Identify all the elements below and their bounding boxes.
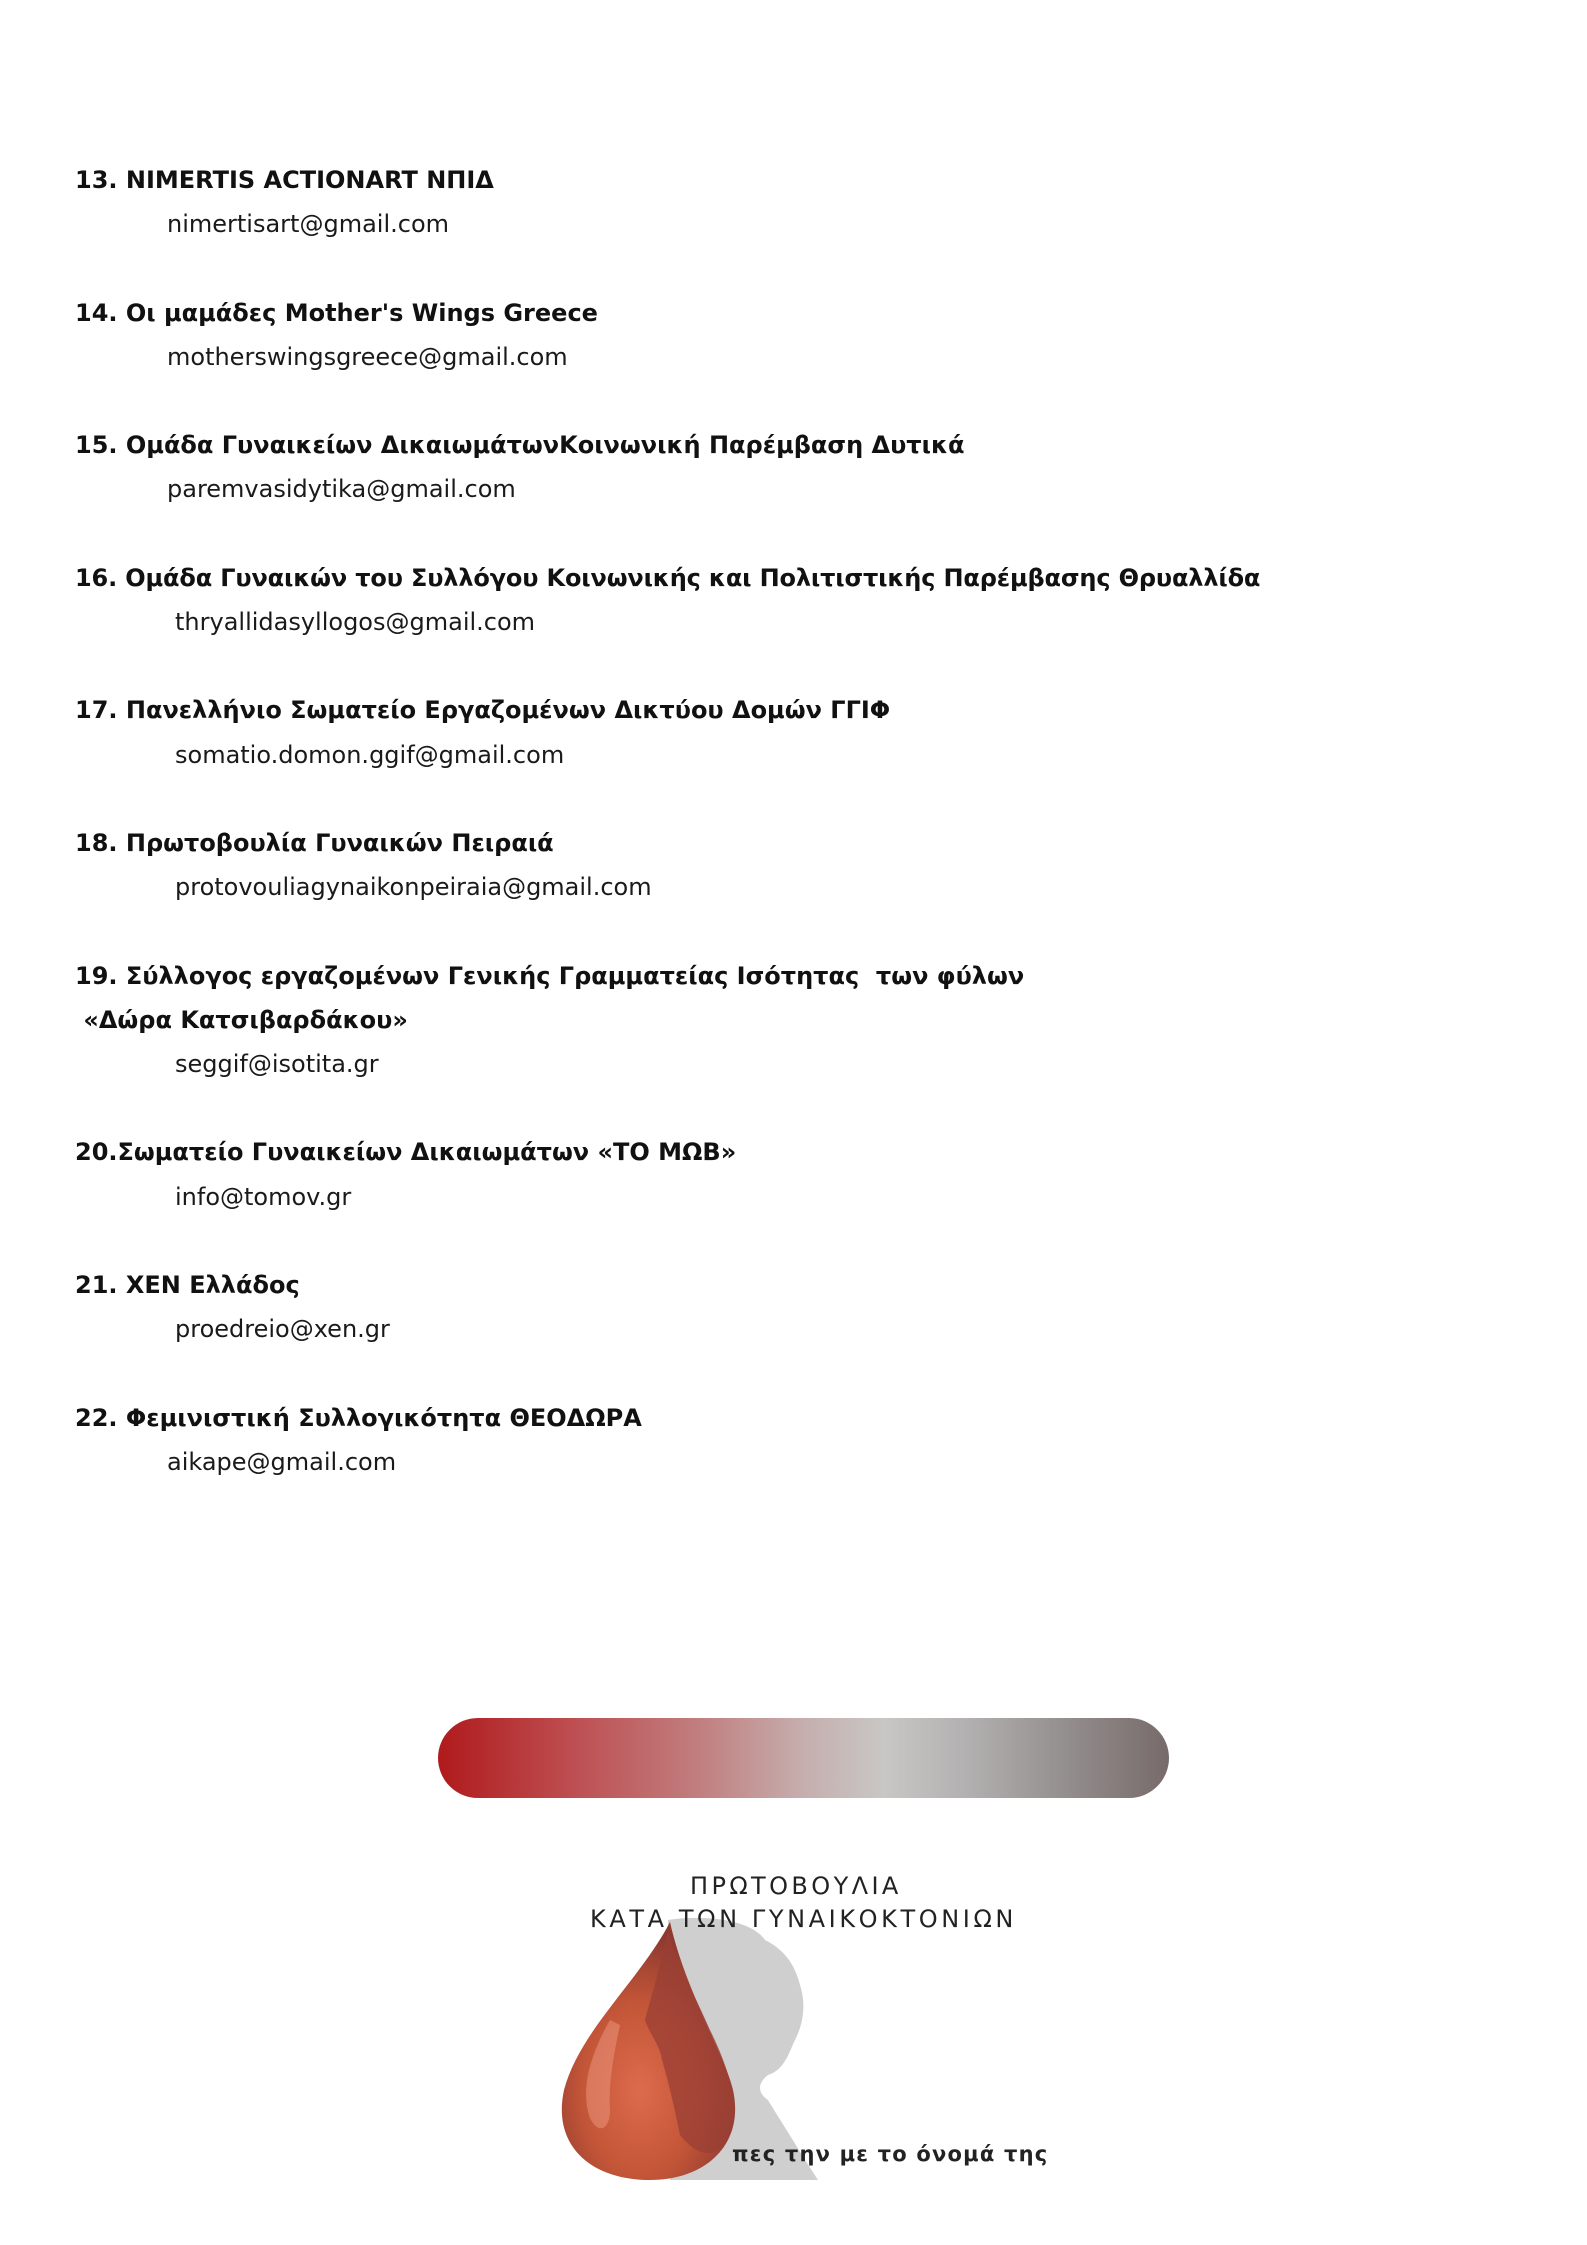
org-name: Πανελλήνιο Σωματείο Εργαζομένων Δικτύου Δομών ΓΓΙΦ [125, 696, 891, 725]
org-title [75, 556, 1565, 600]
decorative-gradient-bar [438, 1718, 1169, 1798]
org-name: Φεμινιστική Συλλογικότητα ΘΕΟΔΩΡΑ [125, 1403, 642, 1432]
org-title [75, 954, 1565, 998]
list-item-14 [75, 291, 1565, 380]
list-item-16 [75, 556, 1565, 645]
list-item-18 [75, 821, 1565, 910]
org-email[interactable]: nimertisart@gmail.com [167, 210, 449, 239]
logo-title-line1: ΠΡΩΤΟΒΟΥΛΙΑ [690, 1872, 902, 1900]
org-title [75, 1396, 1565, 1440]
org-number: 15. [75, 431, 118, 460]
org-email[interactable]: paremvasidytika@gmail.com [167, 475, 516, 504]
org-name: Οι μαμάδες Mother's Wings Greece [125, 298, 598, 327]
org-email[interactable]: thryallidasyllogos@gmail.com [175, 608, 536, 637]
org-name: Σωματείο Γυναικείων Δικαιωμάτων «ΤΟ ΜΩΒ» [117, 1138, 737, 1167]
org-title [75, 423, 1565, 467]
list-item-22 [75, 1396, 1565, 1485]
org-number: 16. [75, 563, 118, 592]
list-item-21 [75, 1263, 1565, 1352]
org-name: Πρωτοβουλία Γυναικών Πειραιά [125, 828, 554, 857]
org-number: 17. [75, 696, 118, 725]
org-number: 14. [75, 298, 118, 327]
org-name: Ομάδα Γυναικείων ΔικαιωμάτωνΚοινωνική Παρέμβαση Δυτικά [125, 431, 965, 460]
org-name: NIMERTIS ACTIONART ΝΠΙΔ [125, 166, 494, 194]
org-title [75, 1263, 1565, 1307]
list-item-13 [75, 158, 1565, 247]
list-item-19 [75, 954, 1565, 1087]
org-number: 19. [75, 961, 118, 990]
org-title [75, 1130, 1565, 1174]
org-email[interactable]: seggif@isotita.gr [175, 1050, 379, 1079]
org-name: XEN Ελλάδος [125, 1271, 300, 1300]
initiative-logo [550, 1860, 1050, 2200]
org-email[interactable]: aikape@gmail.com [167, 1447, 397, 1476]
org-email[interactable]: proedreio@xen.gr [175, 1315, 390, 1344]
org-number: 13. [75, 166, 118, 194]
organization-list [75, 158, 1565, 1528]
logo-tagline: πες την με το όνομά της [732, 2142, 1049, 2166]
org-title [75, 688, 1565, 732]
org-number: 21. [75, 1271, 118, 1300]
org-name: Σύλλογος εργαζομένων Γενικής Γραμματείας Ισότητας των φύλων [125, 961, 1025, 990]
org-number: 20. [75, 1138, 118, 1167]
org-name: Ομάδα Γυναικών του Συλλόγου Κοινωνικής και Πολιτιστικής Παρέμβασης Θρυαλλίδα [125, 563, 1261, 592]
logo-title-line2: ΚΑΤΑ ΤΩΝ ΓΥΝΑΙΚΟΚΤΟΝΙΩΝ [590, 1905, 1017, 1933]
org-title [75, 821, 1565, 865]
org-email[interactable]: somatio.domon.ggif@gmail.com [175, 740, 565, 769]
list-item-17 [75, 688, 1565, 777]
list-item-15 [75, 423, 1565, 512]
list-item-20 [75, 1130, 1565, 1219]
org-title [75, 291, 1565, 335]
org-title [75, 158, 1565, 202]
org-email[interactable]: protovouliagynaikonpeiraia@gmail.com [175, 873, 652, 902]
org-title-line2: «Δώρα Κατσιβαρδάκου» [75, 1005, 408, 1034]
org-number: 22. [75, 1403, 118, 1432]
org-email[interactable]: motherswingsgreece@gmail.com [167, 342, 568, 371]
org-number: 18. [75, 828, 118, 857]
org-email[interactable]: info@tomov.gr [175, 1182, 352, 1211]
